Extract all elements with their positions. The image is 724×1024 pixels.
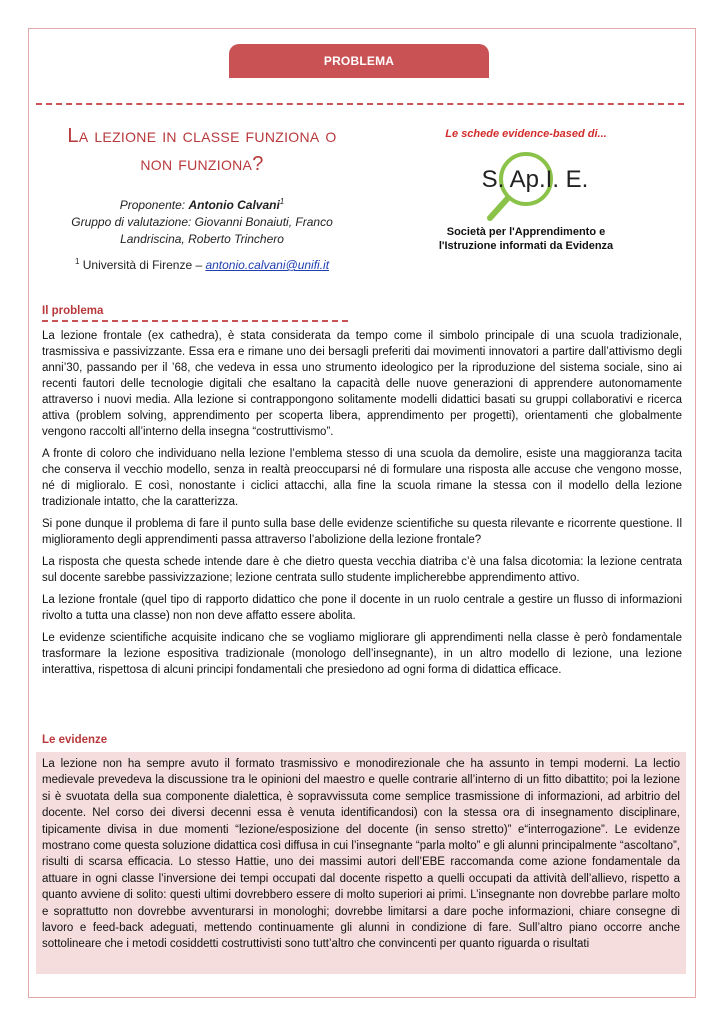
sapie-logo [460, 146, 610, 226]
logo-caption: Le schede evidence-based di... [445, 128, 607, 140]
problem-heading: Il problema [42, 305, 104, 317]
evaluation-group: Gruppo di valutazione: Giovanni Bonaiuti, Franco Landriscina, Roberto Trinchero [71, 215, 333, 246]
header-divider [36, 103, 684, 105]
section-tab [229, 44, 489, 78]
logo-subtitle [414, 225, 638, 253]
affiliation-superscript: 1 [74, 257, 80, 266]
problem-body [42, 328, 682, 684]
affiliation-text: Università di Firenze – [79, 258, 206, 272]
proponent-prefix: Proponente: [119, 198, 189, 212]
problem-paragraph: La lezione frontale (quel tipo di rapporto didattico che pone il docente in un ruolo centrale a gestire un flusso di informazioni rivolto a tutta una classe) non non deve affatto essere abolita. [42, 594, 682, 622]
email-link[interactable]: antonio.calvani@unifi.it [205, 258, 330, 272]
problem-heading-divider [42, 320, 348, 322]
author-superscript: 1 [279, 197, 285, 206]
logo-mark: S. Ap.I. E. [481, 166, 589, 193]
evidence-box [36, 752, 686, 974]
evidence-paragraph: La lezione non ha sempre avuto il formato trasmissivo e monodirezionale che ha assunto in tempi moderni. La lectio medievale prevedeva la discussione tra le opinioni del maestro e quelle contrarie all’interno di un fitto dibattito; poi la lezione si è svuotata della sua componente dialettica, è sopravvissuta come semplice trasmissione di informazioni, ad arbitrio del docente. Nel corso dei diversi decenni essa è venuta identificandosi) con la stessa ora di insegnamento disciplinare, tipicamente divisa in due momenti “lezione/esposizione del docente (in senso stretto)” e“interrogazione”. Le evidenze mostrano come questa soluzione didattica così diffusa in cui l’insegnante “parla molto” e gli alunni principalmente “ascoltano”, risulti di scarsa efficacia. Lo stesso Hattie, uno dei massimi autori dell’EBE raccomanda come azione fondamentale da attuare in ogni classe l’inversione dei tempi occupati dal docente rispetto a quelli occupati da attività dell’allievo, rispetto a quanto avviene di solito: questi ultimi dovrebbero essere di molto superiori ai primi. L’insegnante non dovrebbe parlare molto e soprattutto non dovrebbe avventurarsi in monologhi; dovrebbe limitarsi a dare poche informazioni, chiare consegne di lavoro e feed-back adeguati, mettendo continuamente gli alunni in condizione di fare. Sull’altro piano occorre anche sottolineare che i metodi cosiddetti costruttivisti sono tutt’altro che convincenti per quanto riguarda o risultati [42, 758, 680, 951]
evidence-heading: Le evidenze [42, 734, 108, 746]
affiliation [52, 257, 352, 272]
magnifier-handle-icon [490, 198, 508, 218]
logo-subtitle-line-1: Società per l'Apprendimento e [446, 226, 606, 238]
proponent-line [52, 193, 352, 214]
section-tab-label: PROBLEMA [323, 54, 395, 68]
logo-subtitle-line-2: l'Istruzione informati da Evidenza [438, 240, 614, 252]
author-name: Antonio Calvani [188, 198, 280, 212]
problem-paragraph: La risposta che questa schede intende dare è che dietro questa vecchia diatriba c’è una falsa dicotomia: la lezione centrata sul docente sarebbe passivizzazione; lezione centrata sullo studente implicherebbe apprendimento attivo. [42, 556, 682, 584]
problem-paragraph: Si pone dunque il problema di fare il punto sulla base delle evidenze scientifiche su questa rilevante e ricorrente questione. Il miglioramento degli apprendimenti passa attraverso l’abolizione della lezione frontale? [42, 518, 682, 546]
author-block [52, 193, 352, 248]
title-line-1: La lezione in classe funziona o [67, 125, 337, 147]
problem-paragraph: A fronte di coloro che individuano nella lezione l’emblema stesso di una scuola da demolire, esiste una maggioranza tacita che conserva il vecchio modello, senza in realtà preoccuparsi né di formulare una risposta alle accuse che vengono mosse, né di miglioralo. E così, nonostante i ciclici attacchi, alla fine la scuola rimane la stessa con il modello della lezione tradizionale intatto, che la caratterizza. [42, 448, 682, 508]
document-title [52, 122, 352, 178]
title-line-2: non funziona? [140, 153, 264, 175]
problem-paragraph: La lezione frontale (ex cathedra), è stata considerata da tempo come il simbolo principale di una scuola tradizionale, trasmissiva e passivizzante. Essa era e rimane uno dei bersagli preferiti dai movimenti innovatori a partire dall’attivismo degli anni’30, passando per il ’68, che vedeva in essa uno strumento ideologico per la riproduzione del sistema sociale, sino ai recenti fautori delle tecnologie digitali che esaltano la capacità delle nuove generazioni di apprendere autonomamente attraverso i nuovi media. Alla lezione si contrappongono solitamente modelli didattici basati su gruppi collaborativi e ricerca attiva (problem solving, apprendimento per scoperta libera, apprendimento per progetti), orientamenti che globalmente vengono raccolti all’interno della insegna “costruttivismo”. [42, 330, 682, 438]
problem-paragraph: Le evidenze scientifiche acquisite indicano che se vogliamo migliorare gli apprendimenti nella classe è però fondamentale trasformare la lezione espositiva tradizionale (monologo dell’insegnante), in un altro modello di lezione, una lezione interattiva, rispettosa di alcuni principi fondamentali che presiedono ad ogni forma di didattica efficace. [42, 632, 682, 676]
